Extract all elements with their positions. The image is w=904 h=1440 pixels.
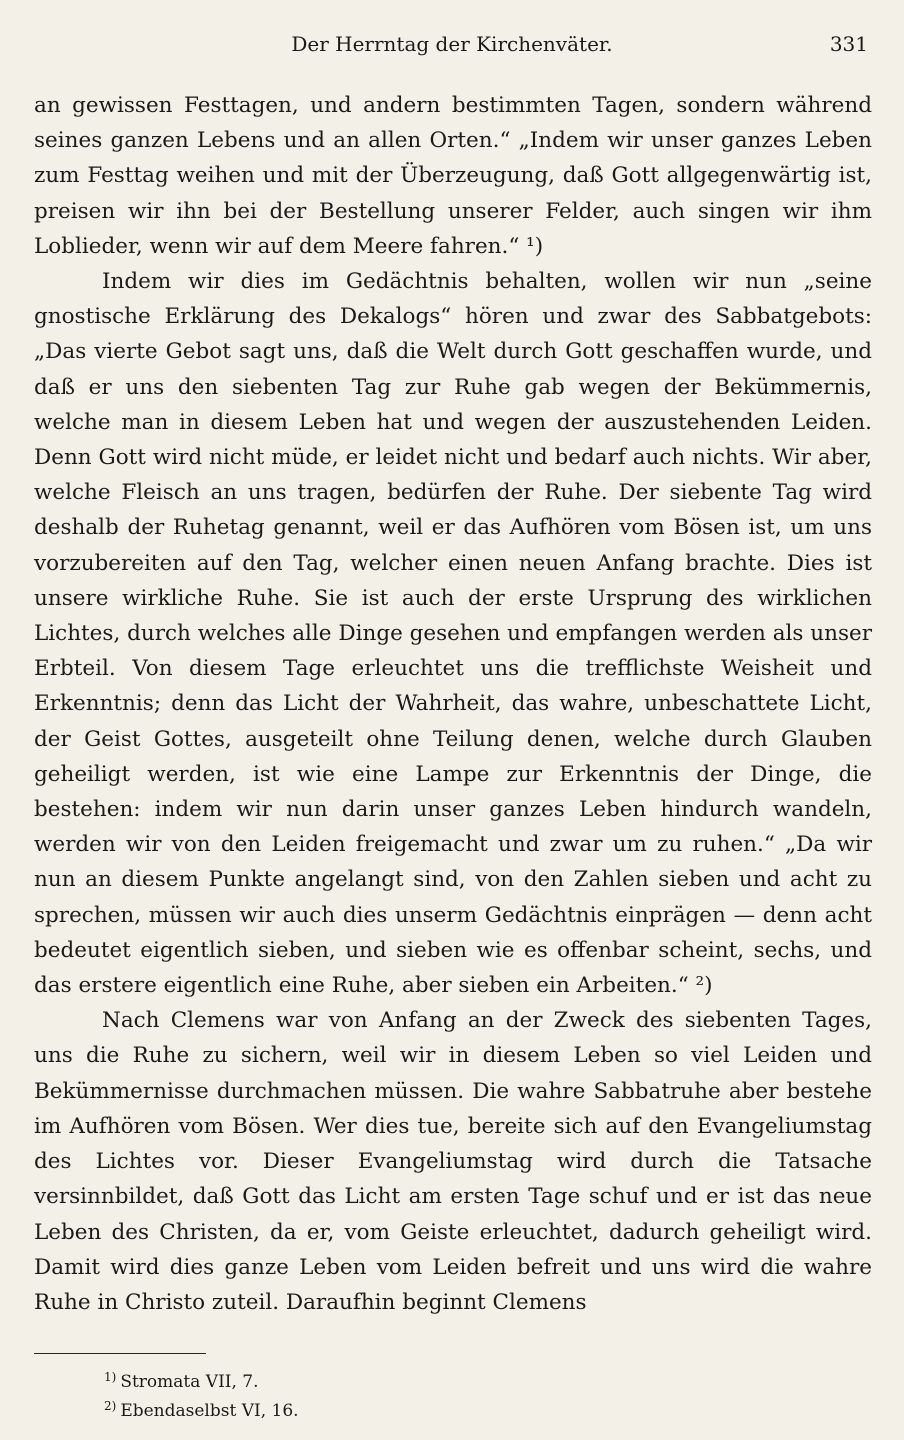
running-title: Der Herrntag der Kirchenväter. (291, 32, 613, 56)
footnote (104, 1365, 804, 1394)
page-header (36, 32, 868, 62)
footnote-marker: 1) (104, 1370, 117, 1384)
footnote-rule (34, 1353, 206, 1354)
paragraph: an gewissen Festtagen, und andern bestimmten Tagen, sondern während seines ganzen Lebens und an allen Orten.“ „Indem wir unser ganzes Leben zum Festtag weihen und mit der Überzeugung, daß Gott allgegenwärtig ist, preisen wir ihn bei der Bestellung unserer Felder, auch singen wir ihm Loblieder, wenn wir auf dem Meere fahren.“ ¹) (34, 93, 872, 259)
footnote (104, 1394, 804, 1423)
footnote-text: Ebendaselbst VI, 16. (120, 1401, 299, 1421)
page-number: 331 (829, 32, 868, 56)
footnote-marker: 2) (104, 1399, 117, 1413)
paragraph: Nach Clemens war von Anfang an der Zweck des siebenten Tages, uns die Ruhe zu sichern, weil wir in diesem Leben so viel Leiden und Bekümmernisse durchmachen müssen. Die wahre Sabbatruhe aber bestehe im Aufhören vom Bösen. Wer dies tue, bereite sich auf den Evangeliumstag des Lichtes vor. Dieser Evangeliumstag wird durch die Tatsache versinnbildet, daß Gott das Licht am ersten Tage schuf und er ist das neue Leben des Christen, da er, vom Geiste erleuchtet, dadurch geheiligt wird. Damit wird dies ganze Leben vom Leiden befreit und uns wird die wahre Ruhe in Christo zuteil. Daraufhin beginnt Clemens (34, 1008, 872, 1315)
paragraph: Indem wir dies im Gedächtnis behalten, wollen wir nun „seine gnostische Erklärung des Dekalogs“ hören und zwar des Sabbatgebots: „Das vierte Gebot sagt uns, daß die Welt durch Gott geschaffen wurde, und daß er uns den siebenten Tag zur Ruhe gab wegen der Bekümmernis, welche man in diesem Leben hat und wegen der auszustehenden Leiden. Denn Gott wird nicht müde, er leidet nicht und bedarf auch nichts. Wir aber, welche Fleisch an uns tragen, bedürfen der Ruhe. Der siebente Tag wird deshalb der Ruhetag genannt, weil er das Aufhören vom Bösen ist, um uns vorzubereiten auf den Tag, welcher einen neuen Anfang brachte. Dies ist unsere wirkliche Ruhe. Sie ist auch der erste Ursprung des wirklichen Lichtes, durch welches alle Dinge gesehen und empfangen werden als unser Erbteil. Von diesem Tage erleuchtet uns die trefflichste Weisheit und Erkenntnis; denn das Licht der Wahrheit, das wahre, unbeschattete Licht, der Geist Gottes, ausgeteilt ohne Teilung denen, welche durch Glauben geheiligt werden, ist wie eine Lampe zur Erkenntnis der Dinge, die bestehen: indem wir nun darin unser ganzes Leben hindurch wandeln, werden wir von den Leiden freigemacht und zwar um zu ruhen.“ „Da wir nun an diesem Punkte angelangt sind, von den Zahlen sieben und acht zu sprechen, müssen wir auch dies unserm Gedächtnis einprägen — denn acht bedeutet eigentlich sieben, und sieben wie es offenbar scheint, sechs, und das erstere eigentlich eine Ruhe, aber sieben ein Arbeiten.“ ²) (34, 269, 872, 999)
body-text (34, 88, 872, 1320)
footnotes (104, 1365, 804, 1423)
footnote-text: Stromata VII, 7. (120, 1372, 259, 1392)
